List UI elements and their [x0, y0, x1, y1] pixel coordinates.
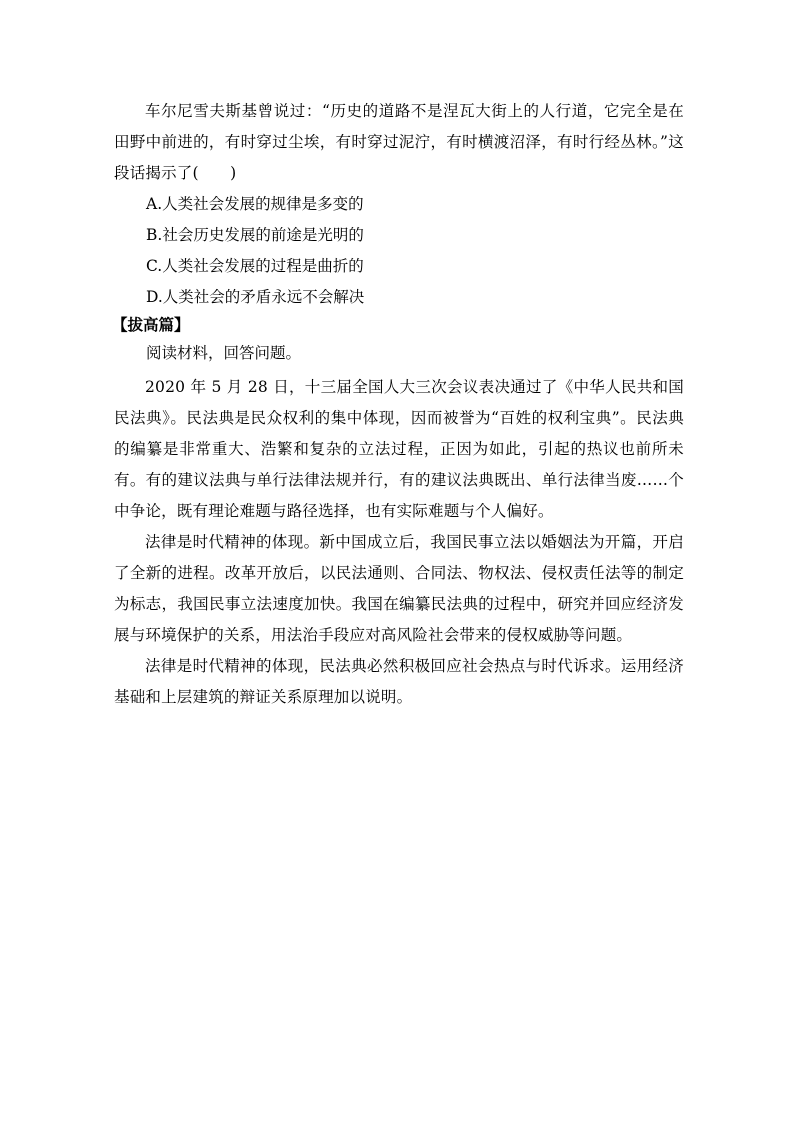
option-d: D.人类社会的矛盾永远不会解决	[146, 288, 365, 306]
material-paragraph-2: 法律是时代精神的体现。新中国成立后，我国民事立法以婚姻法为开篇，开启了全新的进程。改革开放后，以民法通则、合同法、物权法、侵权责任法等的制定为标志，我国民事立法速度加快。我国在编纂民法典的过程中，研究并回应经济发展与环境保护的关系，用法治手段应对高风险社会带来的侵权威胁等问题。	[114, 533, 684, 644]
instruction-text: 阅读材料，回答问题。	[146, 344, 302, 362]
section-heading: 【拔高篇】	[112, 316, 190, 334]
option-a: A.人类社会发展的规律是多变的	[146, 195, 364, 213]
option-b: B.社会历史发展的前途是光明的	[146, 226, 364, 244]
material-paragraph-1: 2020 年 5 月 28 日，十三届全国人大三次会议表决通过了《中华人民共和国民法典》。民法典是民众权利的集中体现，因而被誉为“百姓的权利宝典”。民法典的编纂是非常重大、浩繁和复杂的立法过程，正因为如此，引起的热议也前所未有。有的建议法典与单行法律法规并行，有的建议法典既出、单行法律当废……个中争论，既有理论难题与路径选择，也有实际难题与个人偏好。	[114, 378, 684, 520]
document-page	[114, 96, 684, 713]
material-paragraph-3: 法律是时代精神的体现，民法典必然积极回应社会热点与时代诉求。运用经济基础和上层建筑的辩证关系原理加以说明。	[114, 657, 684, 706]
question-stem: 车尔尼雪夫斯基曾说过：“历史的道路不是涅瓦大街上的人行道，它完全是在田野中前进的，有时穿过尘埃，有时穿过泥泞，有时横渡沼泽，有时行经丛林。”这段话揭示了( )	[114, 102, 684, 182]
option-c: C.人类社会发展的过程是曲折的	[146, 257, 364, 275]
